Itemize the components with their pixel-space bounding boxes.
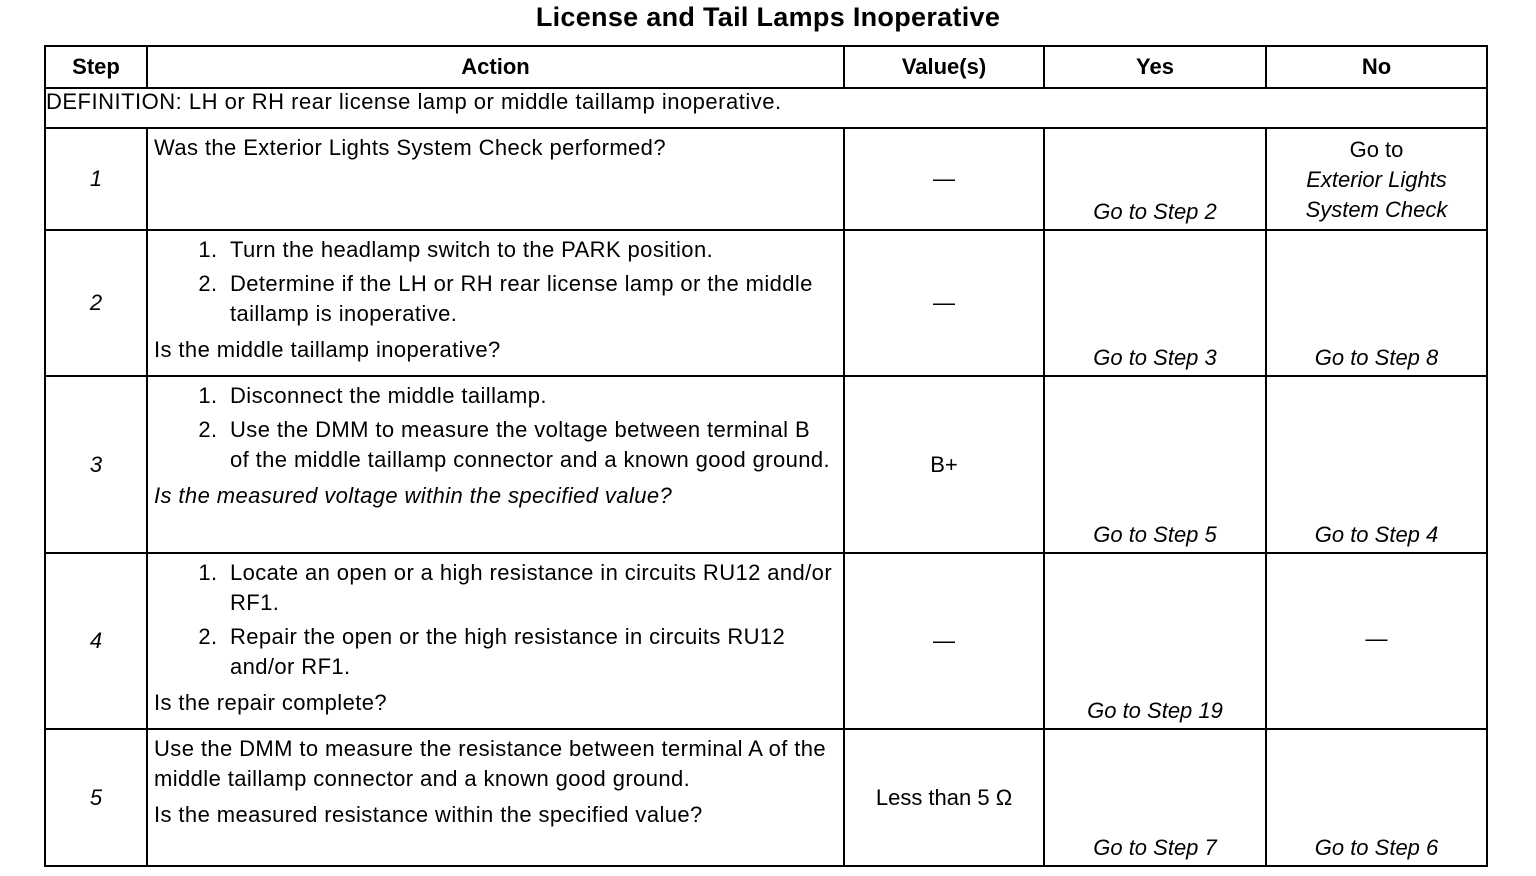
action-cell	[147, 230, 844, 376]
action-step-item: 1. Locate an open or a high resistance in circuits RU12 and/or RF1.	[224, 558, 835, 618]
no-cell: Go to Step 8	[1266, 230, 1487, 376]
step-number: 3	[45, 376, 147, 553]
header-action: Action	[147, 46, 844, 88]
action-step-item: 2. Repair the open or the high resistance in circuits RU12 and/or RF1.	[224, 622, 835, 682]
table-row	[45, 230, 1487, 376]
definition-text: DEFINITION: LH or RH rear license lamp or middle taillamp inoperative.	[45, 88, 1487, 128]
yes-cell: Go to Step 19	[1044, 553, 1266, 729]
no-cell: Go to Step 6	[1266, 729, 1487, 866]
page-title: License and Tail Lamps Inoperative	[535, 2, 1001, 32]
no-line-2: Exterior Lights	[1306, 167, 1447, 192]
yes-cell: Go to Step 5	[1044, 376, 1266, 553]
yes-cell: Go to Step 3	[1044, 230, 1266, 376]
no-line-1: Go to	[1349, 137, 1404, 162]
diagnostic-table	[44, 45, 1488, 867]
header-values: Value(s)	[844, 46, 1044, 88]
table-row	[45, 376, 1487, 553]
value-cell: —	[844, 230, 1044, 376]
action-steps	[154, 235, 835, 329]
header-yes: Yes	[1044, 46, 1266, 88]
action-intro: Was the Exterior Lights System Check performed?	[154, 135, 666, 160]
value-cell: B+	[844, 376, 1044, 553]
action-cell	[147, 729, 844, 866]
step-number: 1	[45, 128, 147, 230]
no-line-3: System Check	[1305, 197, 1448, 222]
action-step-item: 2. Use the DMM to measure the voltage between terminal B of the middle taillamp connector and a known good ground.	[224, 415, 835, 475]
value-cell: —	[844, 553, 1044, 729]
header-no: No	[1266, 46, 1487, 88]
action-question: Is the middle taillamp inoperative?	[154, 337, 501, 362]
action-question: Is the repair complete?	[154, 690, 387, 715]
header-step: Step	[45, 46, 147, 88]
action-step-item: 1. Disconnect the middle taillamp.	[224, 381, 835, 411]
definition-row	[45, 88, 1487, 128]
step-number: 5	[45, 729, 147, 866]
action-cell	[147, 553, 844, 729]
step-number: 4	[45, 553, 147, 729]
action-intro: Use the DMM to measure the resistance between terminal A of the middle taillamp connector and a known good ground.	[154, 736, 827, 791]
action-steps	[154, 381, 835, 475]
action-question: Is the measured voltage within the specified value?	[154, 483, 673, 508]
action-question: Is the measured resistance within the specified value?	[154, 802, 703, 827]
header-row	[45, 46, 1487, 88]
value-cell: —	[844, 128, 1044, 230]
action-cell	[147, 128, 844, 230]
no-cell: —	[1266, 553, 1487, 729]
yes-cell: Go to Step 7	[1044, 729, 1266, 866]
table-row	[45, 729, 1487, 866]
action-cell	[147, 376, 844, 553]
action-step-item: 2. Determine if the LH or RH rear license lamp or the middle taillamp is inoperative.	[224, 269, 835, 329]
yes-cell: Go to Step 2	[1044, 128, 1266, 230]
table-row	[45, 128, 1487, 230]
action-step-item: 1. Turn the headlamp switch to the PARK position.	[224, 235, 835, 265]
action-steps	[154, 558, 835, 682]
value-cell: Less than 5 Ω	[844, 729, 1044, 866]
no-cell: Go to Step 4	[1266, 376, 1487, 553]
step-number: 2	[45, 230, 147, 376]
no-cell	[1266, 128, 1487, 230]
table-row	[45, 553, 1487, 729]
